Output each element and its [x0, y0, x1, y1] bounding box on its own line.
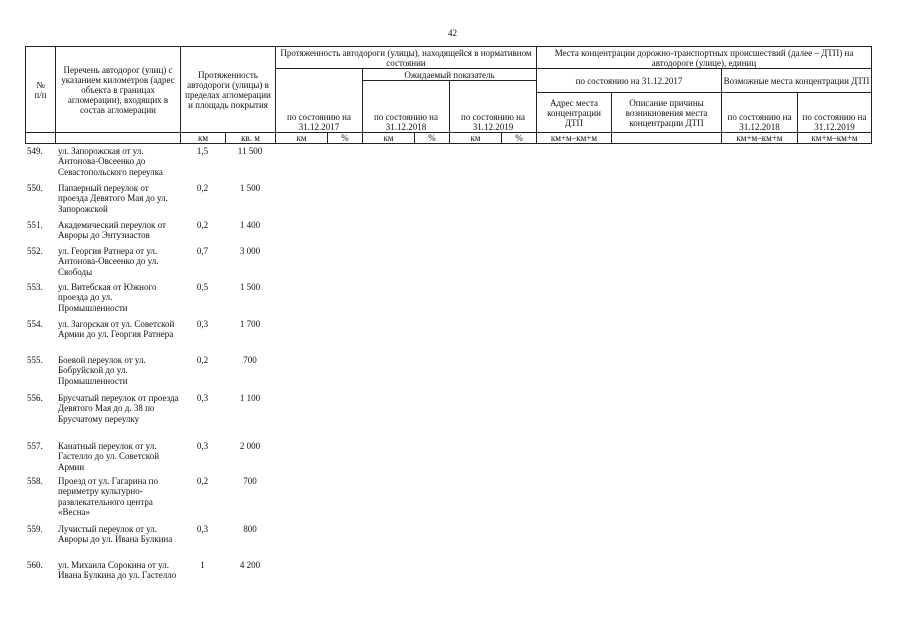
table-row [25, 476, 275, 524]
table-row [25, 560, 275, 594]
row-road: Папаерный переулок от проезда Девятого Мая до ул. Запорожской [58, 183, 168, 214]
header-dtp-2018: по состоянию на 31.12.2018 [722, 93, 798, 133]
row-km: 0,3 [196, 441, 209, 451]
row-km: 1 [200, 560, 205, 570]
table-row [25, 220, 275, 246]
row-km: 0,3 [196, 319, 209, 329]
table-row [25, 441, 275, 476]
row-number: 550. [27, 183, 43, 193]
row-road: ул. Запорожская от ул. Антонова-Овсеенко до Севастопольского переулка [58, 146, 163, 177]
header-state-2019: по состоянию на 31.12.2019 [450, 81, 537, 133]
unit-addr-2018: км+м–км+м [722, 133, 798, 144]
table-row [25, 393, 275, 441]
row-number: 553. [27, 282, 43, 292]
header-dtp-2017: по состоянию на 31.12.2017 [537, 69, 722, 93]
row-number: 552. [27, 246, 43, 256]
row-sqm: 1 500 [239, 282, 261, 292]
row-road: ул. Михаила Сорокина от ул. Ивана Булкина до ул. Гастелло [58, 560, 177, 581]
row-sqm: 11 500 [237, 146, 263, 156]
row-sqm: 1 400 [239, 220, 261, 230]
row-road: ул. Загорская от ул. Советской Армии до ул. Георгия Ратнера [58, 319, 175, 340]
row-road: ул. Георгия Ратнера от ул. Антонова-Овсеенко до ул. Свободы [58, 246, 159, 277]
unit-address: км+м–км+м [537, 133, 612, 144]
unit-km-2017: км [276, 133, 328, 144]
row-km: 0,5 [196, 282, 209, 292]
header-num: № п/п [26, 47, 56, 133]
row-sqm: 1 500 [239, 183, 261, 193]
row-km: 0,2 [196, 476, 209, 486]
table-row [25, 319, 275, 355]
unit-km-2019: км [450, 133, 502, 144]
row-km: 0,3 [196, 524, 209, 534]
row-number: 558. [27, 476, 43, 486]
table-header [25, 46, 872, 144]
roads-table-body [25, 146, 275, 594]
header-address: Адрес места концентрации ДТП [537, 93, 612, 133]
row-sqm: 4 200 [239, 560, 261, 570]
table-row [25, 183, 275, 220]
unit-pct-2019: % [502, 133, 537, 144]
row-sqm: 1 100 [239, 393, 261, 403]
unit-addr-2019: км+м–км+м [798, 133, 872, 144]
header-dtp-2019: по состоянию на 31.12.2019 [798, 93, 872, 133]
row-sqm: 700 [243, 476, 257, 486]
row-km: 1,5 [196, 146, 209, 156]
table-row [25, 146, 275, 183]
row-sqm: 1 700 [239, 319, 261, 329]
row-number: 556. [27, 393, 43, 403]
row-km: 0,2 [196, 220, 209, 230]
row-sqm: 700 [243, 355, 257, 365]
header-state-2017: по состоянию на 31.12.2017 [276, 69, 363, 133]
row-number: 549. [27, 146, 43, 156]
row-km: 0,2 [196, 355, 209, 365]
table-row [25, 355, 275, 393]
unit-km-2018: км [363, 133, 415, 144]
page-number: 42 [448, 28, 457, 38]
header-roads: Перечень автодорог (улиц) с указанием километров (адрес объекта в границах агломерации), входящих в состав агломерации [56, 47, 181, 133]
unit-km: км [181, 133, 226, 144]
row-number: 555. [27, 355, 43, 365]
row-sqm: 2 000 [239, 441, 261, 451]
header-state-2018: по состоянию на 31.12.2018 [363, 81, 450, 133]
row-road: ул. Витебская от Южного проезда до ул. Промышленности [58, 282, 157, 313]
unit-pct-2017: % [328, 133, 363, 144]
table-row [25, 246, 275, 282]
row-km: 0,7 [196, 246, 209, 256]
header-possible: Возможные места концентрации ДТП [722, 69, 872, 93]
row-road: Боевой переулок от ул. Бобруйской до ул. Промышленности [58, 355, 146, 386]
row-number: 559. [27, 524, 43, 534]
header-length: Протяженность автодороги (улицы) в пределах агломерации и площадь покрытия [181, 47, 276, 133]
header-expected: Ожидаемый показатель [363, 69, 537, 81]
row-number: 551. [27, 220, 43, 230]
row-km: 0,3 [196, 393, 209, 403]
table-row [25, 282, 275, 319]
row-number: 554. [27, 319, 43, 329]
row-km: 0,2 [196, 183, 209, 193]
row-road: Канатный переулок от ул. Гастелло до ул. Советской Армии [58, 441, 160, 472]
unit-empty-2 [56, 133, 181, 144]
row-road: Лучистый переулок от ул. Авроры до ул. Ивана Булкина [58, 524, 173, 545]
row-number: 557. [27, 441, 43, 451]
header-dtp: Места концентрации дорожно-транспортных происшествий (далее – ДТП) на автодороге (улице), единиц [537, 47, 872, 69]
row-sqm: 3 000 [239, 246, 261, 256]
unit-pct-2018: % [415, 133, 450, 144]
table-row [25, 524, 275, 560]
row-road: Академический переулок от Авроры до Энтузиастов [58, 220, 166, 241]
row-road: Проезд от ул. Гагарина по периметру культурно-развлекательного центра «Весна» [58, 476, 158, 517]
unit-empty-1 [26, 133, 56, 144]
row-road: Брусчатый переулок от проезда Девятого Мая до д. 38 по Брусчатому переулку [58, 393, 179, 424]
header-normative: Протяженность автодороги (улицы), находящейся в нормативном состоянии [276, 47, 537, 69]
row-sqm: 800 [243, 524, 257, 534]
header-reason: Описание причины возникновения места концентрации ДТП [612, 93, 722, 133]
unit-empty-3 [612, 133, 722, 144]
row-number: 560. [27, 560, 43, 570]
unit-sqm: кв. м [226, 133, 276, 144]
